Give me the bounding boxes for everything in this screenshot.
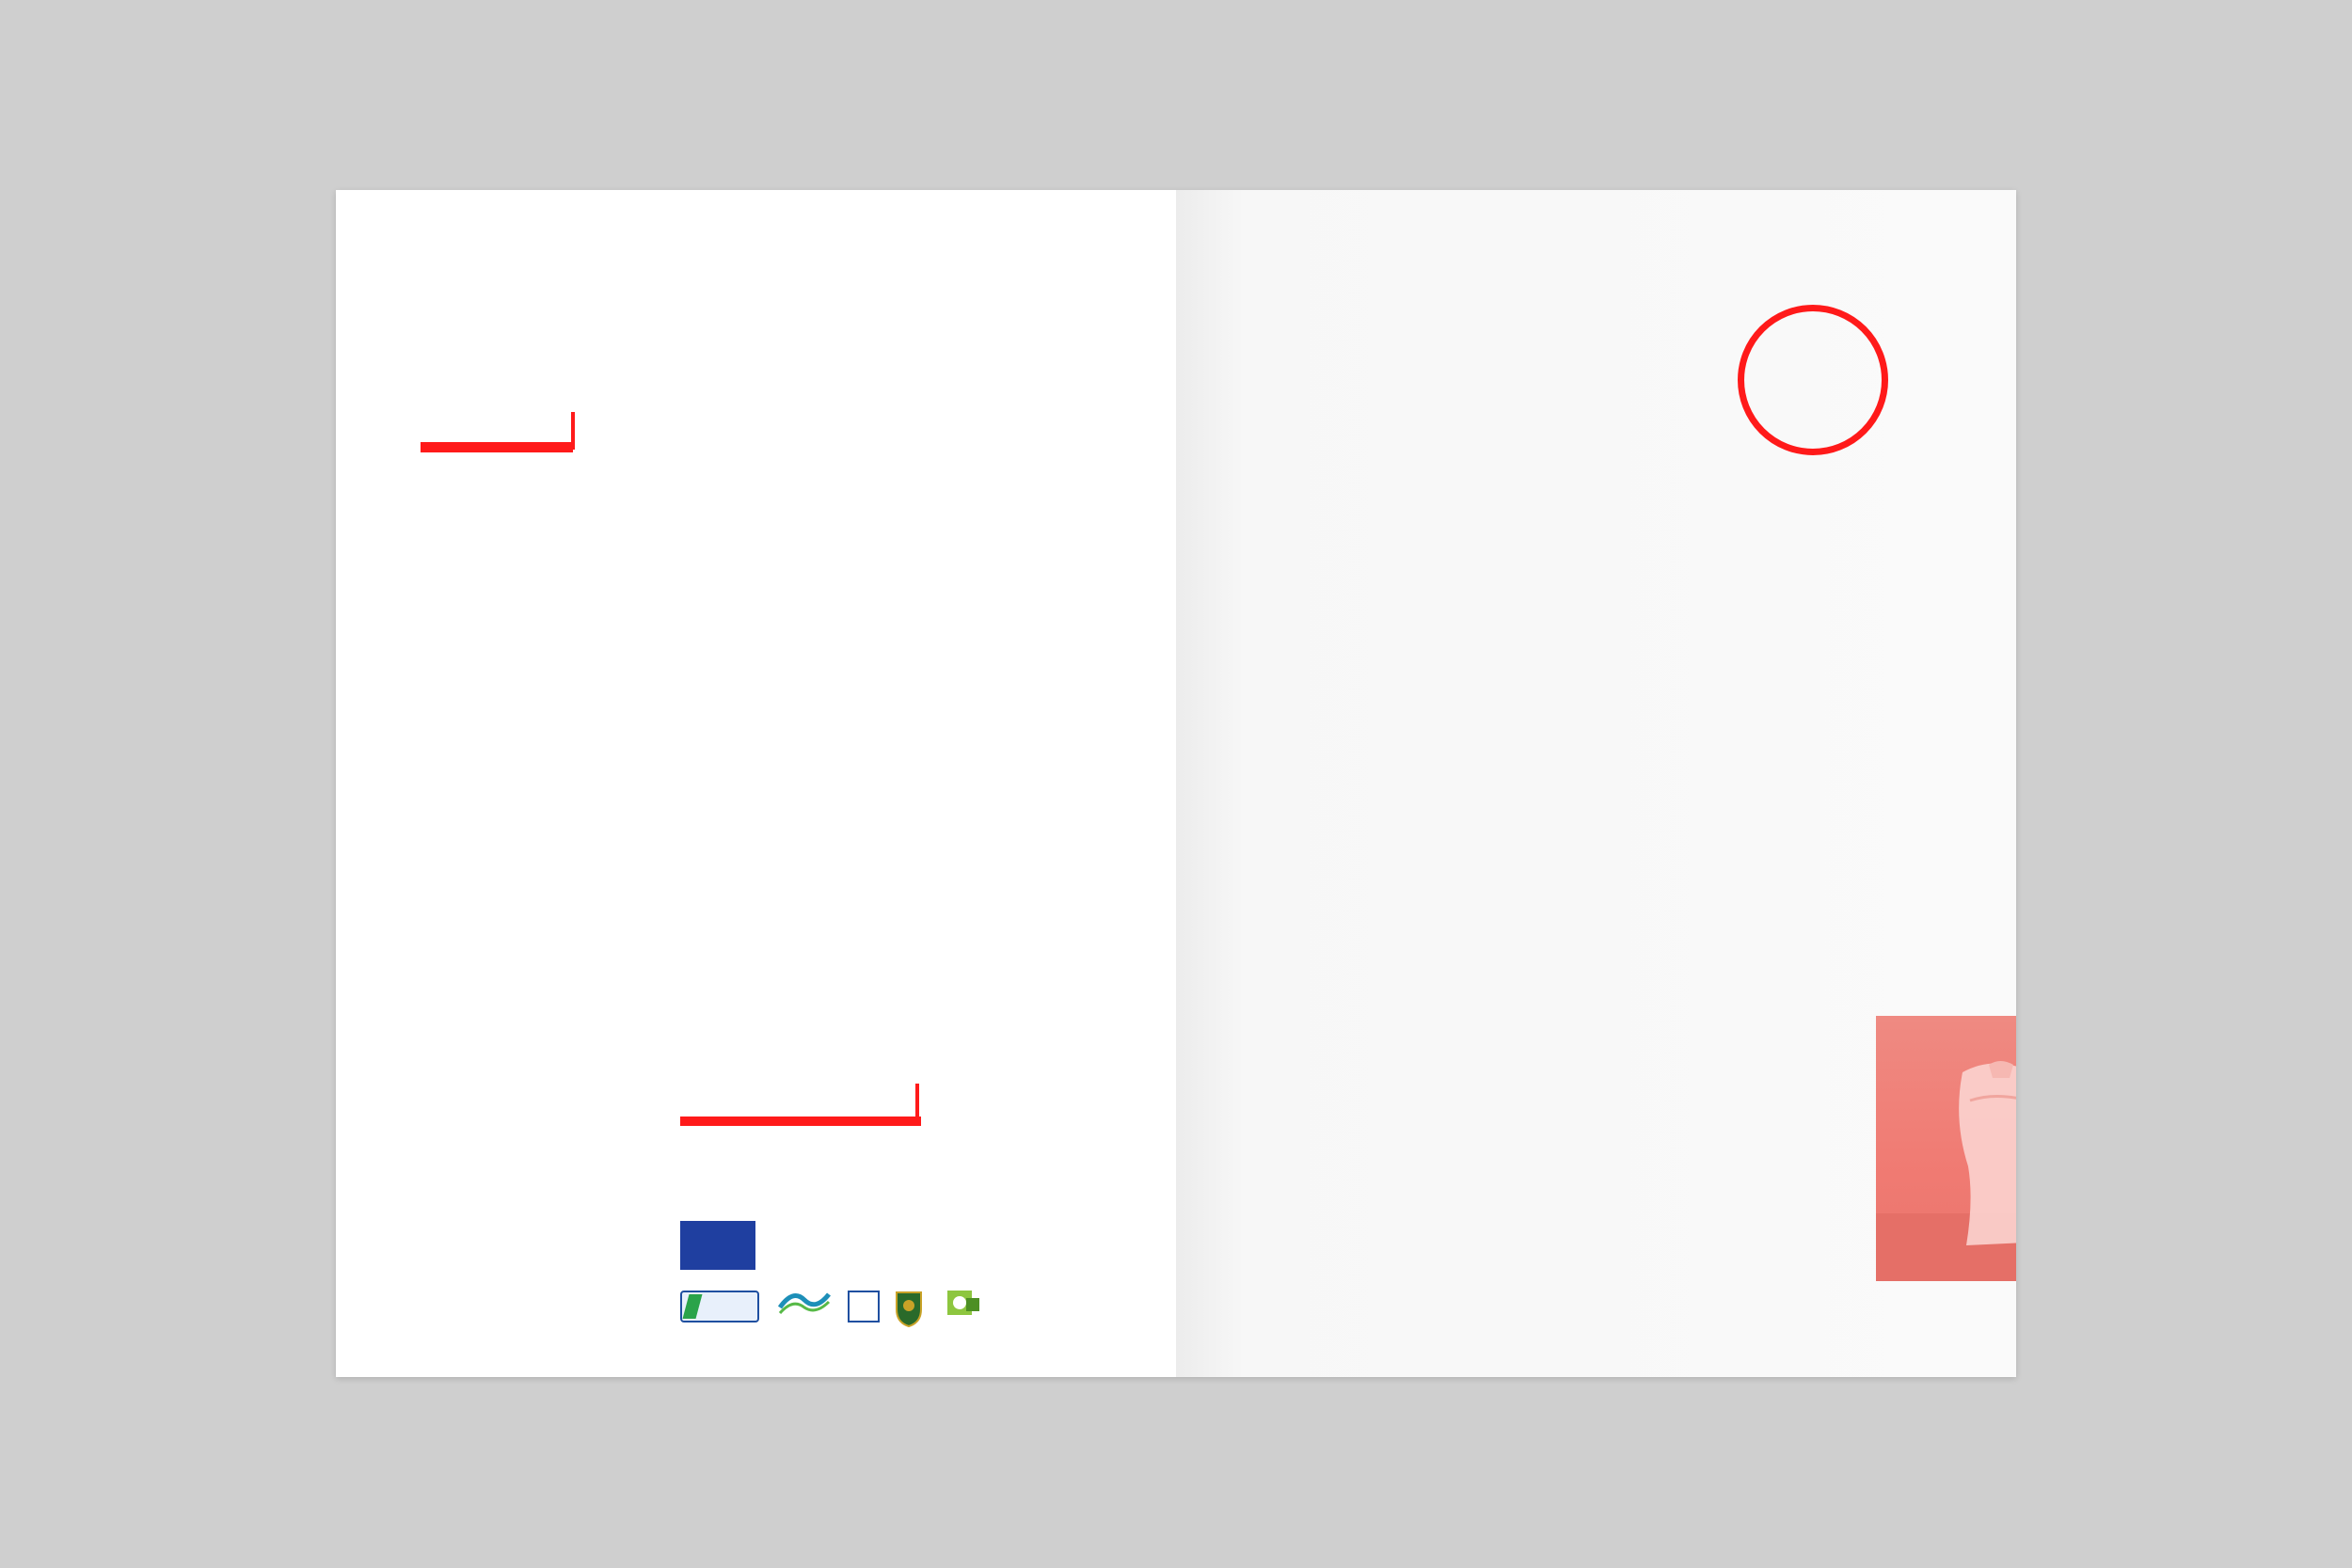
creative-spark-logo [936, 1289, 993, 1328]
red-vertical-rule-1 [571, 412, 575, 450]
banbridge-logo [774, 1287, 834, 1328]
cast-page [336, 190, 1176, 1377]
history-about-page [1176, 190, 2016, 1377]
eu-flag-icon [680, 1221, 755, 1270]
ndca-logo [848, 1291, 880, 1323]
red-vertical-rule-2 [915, 1084, 919, 1125]
red-rule-2 [680, 1117, 921, 1126]
ndp-logo [680, 1291, 759, 1323]
crest-logo [893, 1287, 925, 1328]
partner-logos [680, 1287, 962, 1330]
sculpture-photo [1876, 1016, 2016, 1281]
red-rule-1 [421, 442, 573, 452]
brochure-spread [336, 190, 2016, 1377]
eu-logo [680, 1219, 859, 1274]
year-badge [1738, 305, 1888, 455]
